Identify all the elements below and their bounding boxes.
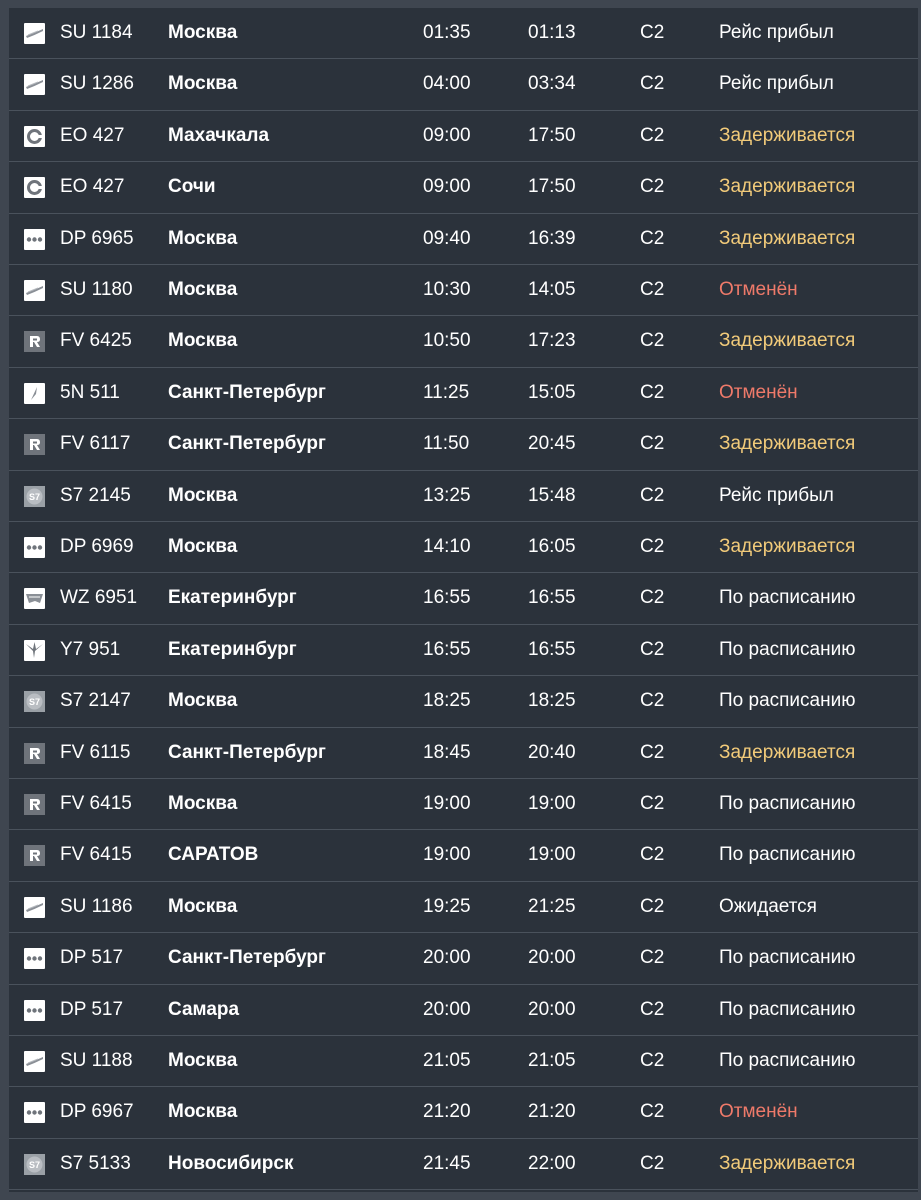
flight-row[interactable] bbox=[9, 1036, 918, 1087]
flight-row[interactable] bbox=[9, 1087, 918, 1138]
flight-number: SU 1184 bbox=[60, 22, 133, 43]
flight-status: Ожидается bbox=[719, 895, 817, 917]
scheduled-time: 10:30 bbox=[423, 279, 471, 300]
estimated-time: 19:00 bbox=[528, 793, 576, 814]
terminal: C2 bbox=[640, 381, 665, 403]
scheduled-time: 01:35 bbox=[423, 22, 471, 43]
destination-city: Санкт-Петербург bbox=[168, 947, 326, 969]
destination-city: Москва bbox=[168, 793, 238, 814]
estimated-time: 17:23 bbox=[528, 330, 576, 352]
flight-row[interactable] bbox=[9, 368, 918, 419]
flight-status: По расписанию bbox=[719, 1050, 856, 1071]
flight-row[interactable] bbox=[9, 1139, 918, 1190]
flight-row[interactable] bbox=[9, 625, 918, 676]
estimated-time: 20:00 bbox=[528, 947, 576, 969]
flight-status: Задерживается bbox=[719, 227, 856, 249]
destination-city: Москва bbox=[168, 1101, 238, 1123]
pobeda-logo-icon bbox=[24, 1102, 45, 1123]
terminal: C2 bbox=[640, 947, 665, 969]
aeroflot-logo-icon bbox=[24, 897, 45, 918]
yamal-logo-icon bbox=[24, 640, 45, 661]
flight-row[interactable] bbox=[9, 162, 918, 213]
flight-number: FV 6425 bbox=[60, 330, 132, 352]
estimated-time: 17:50 bbox=[528, 176, 576, 198]
flight-status: Отменён bbox=[719, 381, 798, 403]
pobeda-logo-icon bbox=[24, 1000, 45, 1021]
terminal: C2 bbox=[640, 124, 665, 146]
destination-city: САРАТОВ bbox=[168, 844, 259, 866]
terminal: C2 bbox=[640, 690, 665, 712]
terminal: C2 bbox=[640, 793, 665, 814]
flight-number: DP 517 bbox=[60, 998, 124, 1020]
flight-number: SU 1186 bbox=[60, 895, 133, 917]
estimated-time: 20:45 bbox=[528, 433, 576, 455]
destination-city: Москва bbox=[168, 279, 238, 300]
flight-row[interactable] bbox=[9, 779, 918, 830]
flight-number: DP 6969 bbox=[60, 536, 134, 557]
flight-number: FV 6115 bbox=[60, 741, 131, 763]
scheduled-time: 21:20 bbox=[423, 1101, 471, 1123]
scheduled-time: 19:00 bbox=[423, 793, 471, 814]
flight-number: S7 2145 bbox=[60, 484, 131, 506]
scheduled-time: 09:40 bbox=[423, 227, 471, 249]
destination-city: Екатеринбург bbox=[168, 638, 297, 660]
azimuth-logo-icon bbox=[24, 177, 45, 198]
svg-text:S7: S7 bbox=[28, 697, 41, 708]
destination-city: Новосибирск bbox=[168, 1152, 294, 1174]
destination-city: Москва bbox=[168, 227, 238, 249]
estimated-time: 16:39 bbox=[528, 227, 576, 249]
flight-row[interactable] bbox=[9, 728, 918, 779]
flight-status: Задерживается bbox=[719, 1152, 856, 1174]
flight-row[interactable] bbox=[9, 985, 918, 1036]
flight-status: Задерживается bbox=[719, 741, 856, 763]
flight-number: DP 517 bbox=[60, 947, 124, 969]
destination-city: Москва bbox=[168, 1050, 238, 1071]
terminal: C2 bbox=[640, 176, 665, 198]
scheduled-time: 19:00 bbox=[423, 844, 471, 866]
flight-status: Задерживается bbox=[719, 433, 856, 455]
terminal: C2 bbox=[640, 484, 665, 506]
terminal: C2 bbox=[640, 22, 665, 43]
pobeda-logo-icon bbox=[24, 537, 45, 558]
flight-row[interactable] bbox=[9, 419, 918, 470]
rossiya-logo-icon bbox=[24, 743, 45, 764]
flight-status: По расписанию bbox=[719, 844, 856, 866]
flight-status: Отменён bbox=[719, 1101, 798, 1123]
flight-row[interactable] bbox=[9, 882, 918, 933]
estimated-time: 16:55 bbox=[528, 587, 576, 609]
flight-row[interactable] bbox=[9, 59, 918, 110]
rossiya-logo-icon bbox=[24, 845, 45, 866]
flight-row[interactable] bbox=[9, 522, 918, 573]
flight-status: По расписанию bbox=[719, 793, 856, 814]
estimated-time: 20:00 bbox=[528, 998, 576, 1020]
flight-status: По расписанию bbox=[719, 587, 856, 609]
scheduled-time: 14:10 bbox=[423, 536, 471, 557]
scheduled-time: 04:00 bbox=[423, 73, 471, 95]
destination-city: Москва bbox=[168, 484, 238, 506]
azimuth-logo-icon bbox=[24, 126, 45, 147]
scheduled-time: 11:25 bbox=[423, 381, 470, 403]
flight-number: EO 427 bbox=[60, 124, 125, 146]
flight-number: S7 5133 bbox=[60, 1152, 131, 1174]
estimated-time: 18:25 bbox=[528, 690, 576, 712]
flight-row[interactable] bbox=[9, 471, 918, 522]
terminal: C2 bbox=[640, 587, 665, 609]
flight-status: Рейс прибыл bbox=[719, 484, 834, 506]
destination-city: Москва bbox=[168, 536, 238, 557]
s7-logo-icon bbox=[24, 486, 45, 507]
rossiya-logo-icon bbox=[24, 794, 45, 815]
flight-number: EO 427 bbox=[60, 176, 125, 198]
estimated-time: 01:13 bbox=[528, 22, 576, 43]
destination-city: Москва bbox=[168, 22, 238, 43]
destination-city: Москва bbox=[168, 690, 238, 712]
flight-row[interactable] bbox=[9, 265, 918, 316]
terminal: C2 bbox=[640, 998, 665, 1020]
terminal: C2 bbox=[640, 73, 665, 95]
flight-number: S7 2147 bbox=[60, 690, 131, 712]
scheduled-time: 18:25 bbox=[423, 690, 471, 712]
scheduled-time: 10:50 bbox=[423, 330, 471, 352]
terminal: C2 bbox=[640, 433, 665, 455]
terminal: C2 bbox=[640, 536, 665, 557]
scheduled-time: 21:05 bbox=[423, 1050, 471, 1071]
s7-logo-icon bbox=[24, 1154, 45, 1175]
estimated-time: 14:05 bbox=[528, 279, 576, 300]
estimated-time: 15:48 bbox=[528, 484, 576, 506]
flight-board bbox=[9, 8, 918, 1192]
flight-row[interactable] bbox=[9, 111, 918, 162]
terminal: C2 bbox=[640, 330, 665, 352]
estimated-time: 19:00 bbox=[528, 844, 576, 866]
terminal: C2 bbox=[640, 895, 665, 917]
destination-city: Самара bbox=[168, 998, 240, 1020]
scheduled-time: 20:00 bbox=[423, 947, 471, 969]
estimated-time: 03:34 bbox=[528, 73, 576, 95]
flight-row[interactable] bbox=[9, 214, 918, 265]
flight-status: Отменён bbox=[719, 279, 798, 300]
nordavia-logo-icon bbox=[24, 383, 45, 404]
scheduled-time: 19:25 bbox=[423, 895, 471, 917]
terminal: C2 bbox=[640, 844, 665, 866]
flight-number: SU 1286 bbox=[60, 73, 134, 95]
flight-number: FV 6415 bbox=[60, 793, 132, 814]
scheduled-time: 20:00 bbox=[423, 998, 471, 1020]
flight-status: По расписанию bbox=[719, 638, 856, 660]
pobeda-logo-icon bbox=[24, 229, 45, 250]
flight-status: По расписанию bbox=[719, 947, 856, 969]
terminal: C2 bbox=[640, 1152, 665, 1174]
flight-number: FV 6415 bbox=[60, 844, 132, 866]
flight-row[interactable] bbox=[9, 830, 918, 881]
flight-row[interactable] bbox=[9, 8, 918, 59]
flight-status: Рейс прибыл bbox=[719, 22, 834, 43]
scheduled-time: 21:45 bbox=[423, 1152, 471, 1174]
estimated-time: 22:00 bbox=[528, 1152, 576, 1174]
terminal: C2 bbox=[640, 1050, 665, 1071]
scheduled-time: 16:55 bbox=[423, 587, 471, 609]
aeroflot-logo-icon bbox=[24, 23, 45, 44]
destination-city: Екатеринбург bbox=[168, 587, 297, 609]
pobeda-logo-icon bbox=[24, 948, 45, 969]
estimated-time: 16:05 bbox=[528, 536, 576, 557]
estimated-time: 16:55 bbox=[528, 638, 576, 660]
flight-status: Задерживается bbox=[719, 176, 856, 198]
flight-number: FV 6117 bbox=[60, 433, 131, 455]
destination-city: Москва bbox=[168, 330, 238, 352]
destination-city: Санкт-Петербург bbox=[168, 741, 326, 763]
terminal: C2 bbox=[640, 638, 665, 660]
s7-logo-icon bbox=[24, 691, 45, 712]
flight-status: Задерживается bbox=[719, 536, 856, 557]
red-wings-logo-icon bbox=[24, 588, 45, 609]
estimated-time: 17:50 bbox=[528, 124, 576, 146]
estimated-time: 21:05 bbox=[528, 1050, 576, 1071]
estimated-time: 20:40 bbox=[528, 741, 576, 763]
destination-city: Махачкала bbox=[168, 124, 270, 146]
estimated-time: 21:20 bbox=[528, 1101, 576, 1123]
rossiya-logo-icon bbox=[24, 434, 45, 455]
destination-city: Москва bbox=[168, 895, 238, 917]
flight-status: Задерживается bbox=[719, 124, 856, 146]
flight-status: Задерживается bbox=[719, 330, 856, 352]
aeroflot-logo-icon bbox=[24, 1051, 45, 1072]
terminal: C2 bbox=[640, 1101, 665, 1123]
flight-status: По расписанию bbox=[719, 998, 856, 1020]
destination-city: Москва bbox=[168, 73, 238, 95]
svg-text:S7: S7 bbox=[28, 1159, 41, 1170]
destination-city: Санкт-Петербург bbox=[168, 381, 326, 403]
flight-number: Y7 951 bbox=[60, 638, 121, 660]
aeroflot-logo-icon bbox=[24, 74, 45, 95]
flight-row[interactable] bbox=[9, 933, 918, 984]
aeroflot-logo-icon bbox=[24, 280, 45, 301]
scheduled-time: 13:25 bbox=[423, 484, 471, 506]
flight-number: SU 1180 bbox=[60, 279, 133, 300]
scheduled-time: 09:00 bbox=[423, 124, 471, 146]
flight-status: По расписанию bbox=[719, 690, 856, 712]
destination-city: Санкт-Петербург bbox=[168, 433, 326, 455]
flight-number: DP 6965 bbox=[60, 227, 134, 249]
svg-text:S7: S7 bbox=[28, 491, 41, 502]
flight-number: SU 1188 bbox=[60, 1050, 133, 1071]
rossiya-logo-icon bbox=[24, 331, 45, 352]
destination-city: Сочи bbox=[168, 176, 216, 198]
flight-row[interactable] bbox=[9, 316, 918, 367]
terminal: C2 bbox=[640, 279, 665, 300]
scheduled-time: 09:00 bbox=[423, 176, 471, 198]
terminal: C2 bbox=[640, 227, 665, 249]
flight-row[interactable] bbox=[9, 573, 918, 624]
flight-number: WZ 6951 bbox=[60, 587, 138, 609]
flight-number: DP 6967 bbox=[60, 1101, 134, 1123]
estimated-time: 21:25 bbox=[528, 895, 576, 917]
flight-status: Рейс прибыл bbox=[719, 73, 834, 95]
flight-number: 5N 511 bbox=[60, 381, 120, 403]
terminal: C2 bbox=[640, 741, 665, 763]
scheduled-time: 18:45 bbox=[423, 741, 471, 763]
scheduled-time: 16:55 bbox=[423, 638, 471, 660]
flight-row[interactable] bbox=[9, 676, 918, 727]
scheduled-time: 11:50 bbox=[423, 433, 470, 455]
estimated-time: 15:05 bbox=[528, 381, 576, 403]
